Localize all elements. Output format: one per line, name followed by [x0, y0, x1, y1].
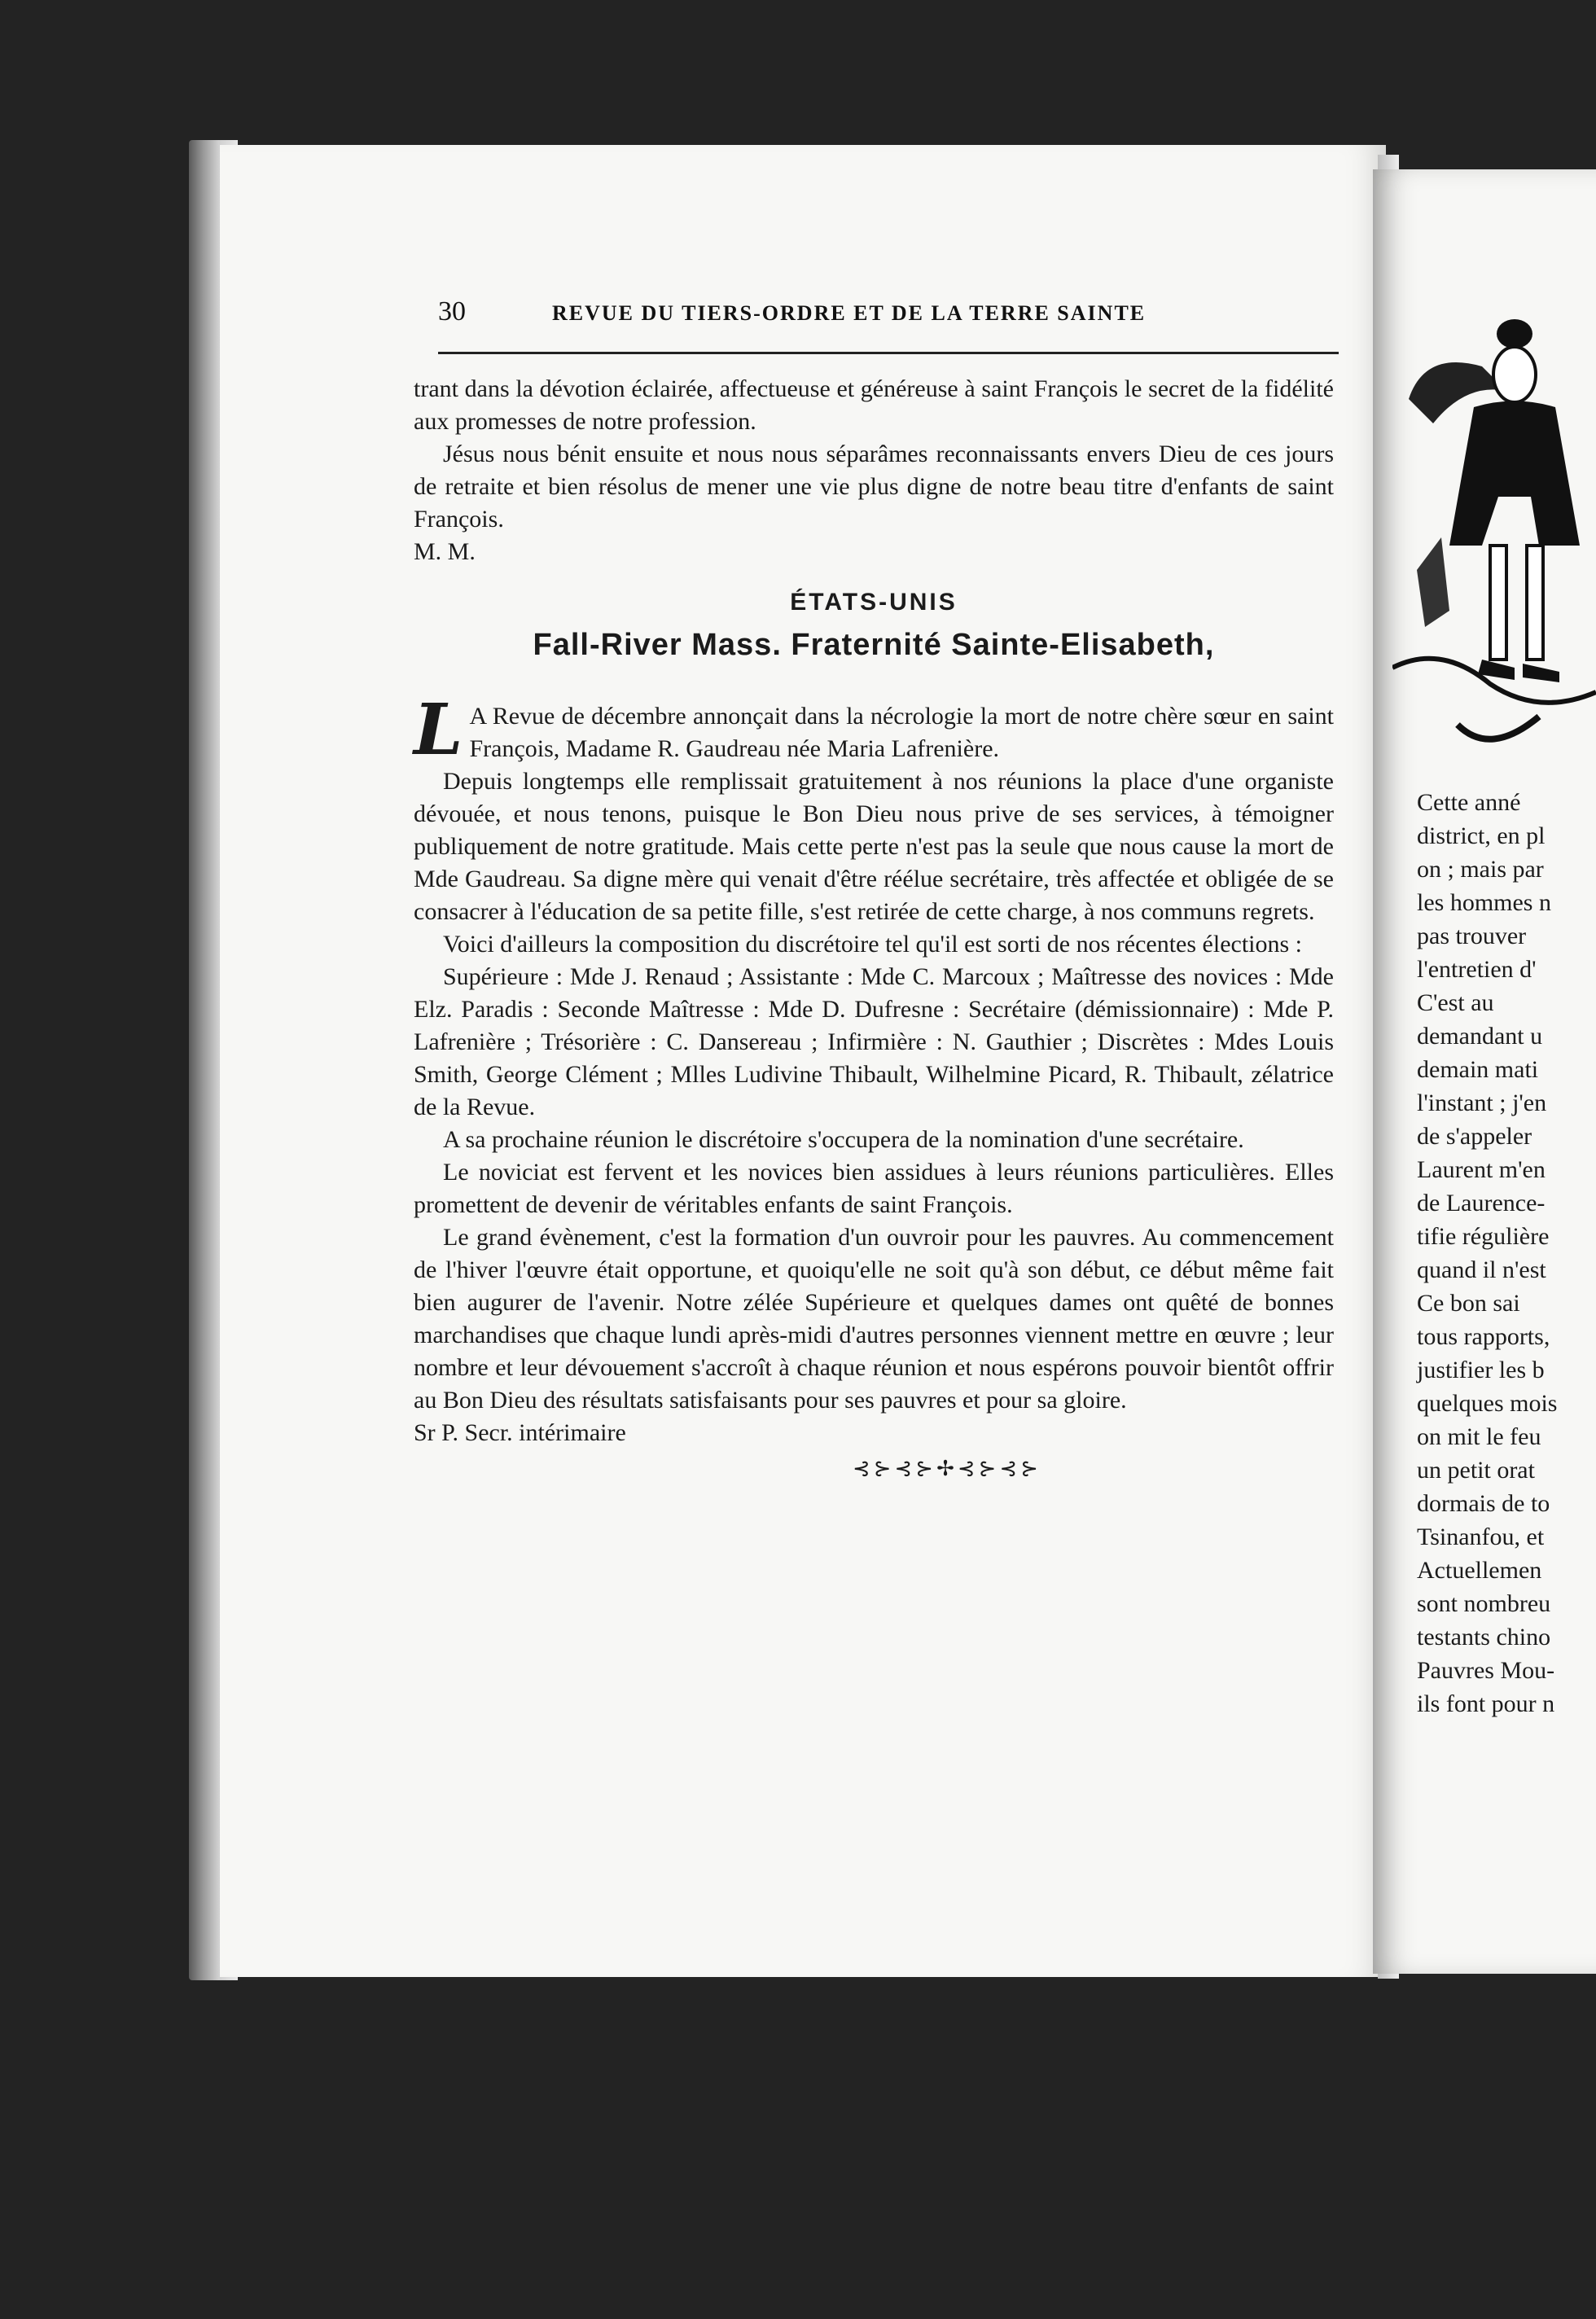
right-page-line: quelques mois: [1417, 1390, 1558, 1417]
page-number: 30: [438, 296, 466, 327]
drop-cap: L: [414, 689, 463, 771]
subsection-title: Fall-River Mass. Fraternité Sainte-Elisabeth,: [533, 628, 1215, 662]
page-header: [438, 296, 1334, 337]
right-page-line: de Laurence-: [1417, 1190, 1546, 1216]
right-page-line: Tsinanfou, et: [1417, 1523, 1545, 1550]
right-page-line: pas trouver: [1417, 923, 1527, 949]
right-page-line: dormais de to: [1417, 1490, 1550, 1517]
right-page-line: un petit orat: [1417, 1457, 1535, 1484]
right-page-line: ils font pour n: [1417, 1690, 1555, 1717]
page-body: [414, 373, 1334, 1485]
right-page-line: demandant u: [1417, 1023, 1543, 1050]
right-page-line: Laurent m'en: [1417, 1156, 1546, 1183]
article-first-paragraph-text: A Revue de décembre annonçait dans la nécrologie la mort de notre chère sœur en saint François, Madame R. Gaudreau née Maria Lafrenière.: [469, 703, 1334, 762]
right-page-line: sont nombreu: [1417, 1590, 1551, 1617]
right-page-line: justifier les b: [1417, 1357, 1545, 1383]
intro-signature: M. M.: [414, 538, 476, 565]
right-page-line: Cette anné: [1417, 789, 1521, 816]
illustration-figure: [1392, 301, 1596, 757]
right-page-line: Pauvres Mou-: [1417, 1657, 1555, 1684]
right-page-line: testants chino: [1417, 1624, 1551, 1650]
right-page-line: on mit le feu: [1417, 1423, 1541, 1450]
right-page-line: Actuellemen: [1417, 1557, 1542, 1584]
header-rule: [438, 352, 1339, 354]
article-paragraph-3: Supérieure : Mde J. Renaud ; Assistante : Mde C. Marcoux ; Maîtresse des novices : Mde Elz. Paradis : Seconde Maîtresse : Mde D. Dufresne : Secrétaire (démissionnaire) : Mde P. Lafrenière ; Trésorière : C. Dansereau ; Infirmière : N. Gauthier ; Discrètes : Mdes Louis Smith, George Clément ; Mlles Ludivine Thibault, Wilhelmine Picard, R. Thibault, zélatrice de la Revue.: [414, 963, 1334, 1120]
intro-paragraph-1: trant dans la dévotion éclairée, affectueuse et généreuse à saint François le secret de la fidélité aux promesses de notre profession.: [414, 375, 1334, 435]
right-page-line: tifie régulière: [1417, 1223, 1550, 1250]
article-paragraph-4: A sa prochaine réunion le discrétoire s'occupera de la nomination d'une secrétaire.: [443, 1126, 1244, 1153]
article-paragraph-5: Le noviciat est fervent et les novices bien assidues à leurs réunions particulières. Elles promettent de devenir de véritables enfants de saint François.: [414, 1159, 1334, 1218]
end-ornament: ⊰⊱⊰⊱✢⊰⊱⊰⊱: [852, 1457, 1042, 1480]
running-title: REVUE DU TIERS-ORDRE ET DE LA TERRE SAINTE: [552, 301, 1147, 325]
right-page-line: demain mati: [1417, 1056, 1539, 1083]
article-paragraph-2: Voici d'ailleurs la composition du discrétoire tel qu'il est sorti de nos récentes élections :: [443, 931, 1303, 958]
right-page-line: on ; mais par: [1417, 856, 1544, 883]
right-page-line: quand il n'est: [1417, 1256, 1546, 1283]
right-page-line: district, en pl: [1417, 822, 1546, 849]
right-page-line: l'instant ; j'en: [1417, 1089, 1547, 1116]
article-first-paragraph: [414, 689, 1334, 771]
right-page-line: Ce bon sai: [1417, 1290, 1520, 1317]
article-paragraph-1: Depuis longtemps elle remplissait gratuitement à nos réunions la place d'une organiste dévouée, et nous tenons, puisque le Bon Dieu nous prive de ses services, à témoigner publiquement de notre gratitude. Mais cette perte n'est pas la seule que nous cause la mort de Mde Gaudreau. Sa digne mère qui venait d'être réélue secrétaire, très affectée et obligée de se consacrer à l'éducation de sa petite fille, s'est retirée de cette charge, à nos communs regrets.: [414, 768, 1334, 925]
article-paragraph-6: Le grand évènement, c'est la formation d'un ouvroir pour les pauvres. Au commencement de l'hiver l'œuvre était opportune, et quoiqu'elle ne soit qu'à son début, ce début même fait bien augurer de l'avenir. Notre zélée Supérieure et quelques dames ont quêté de bonnes marchandises que chaque lundi après-midi d'autres personnes viennent mettre en œuvre ; leur nombre et leur dévouement s'accroît à chaque réunion et nous espérons pouvoir bientôt offrir au Bon Dieu des résultats satisfaisants pour ses pauvres et pour sa gloire.: [414, 1224, 1334, 1414]
article-signature: Sr P. Secr. intérimaire: [414, 1419, 626, 1446]
right-page-line: de s'appeler: [1417, 1123, 1532, 1150]
right-page-line: l'entretien d': [1417, 956, 1537, 983]
section-title: ÉTATS-UNIS: [790, 589, 958, 616]
right-page-text: [1417, 786, 1596, 1721]
right-page-line: les hommes n: [1417, 889, 1551, 916]
right-page-line: tous rapports,: [1417, 1323, 1550, 1350]
intro-paragraph-2: [414, 438, 1334, 536]
intro-paragraph-2-text: Jésus nous bénit ensuite et nous nous séparâmes reconnaissants envers Dieu de ces jours de retraite et bien résolus de mener une vie plus digne de notre beau titre d'enfants de saint François.: [414, 441, 1334, 533]
right-page-line: C'est au: [1417, 989, 1494, 1016]
